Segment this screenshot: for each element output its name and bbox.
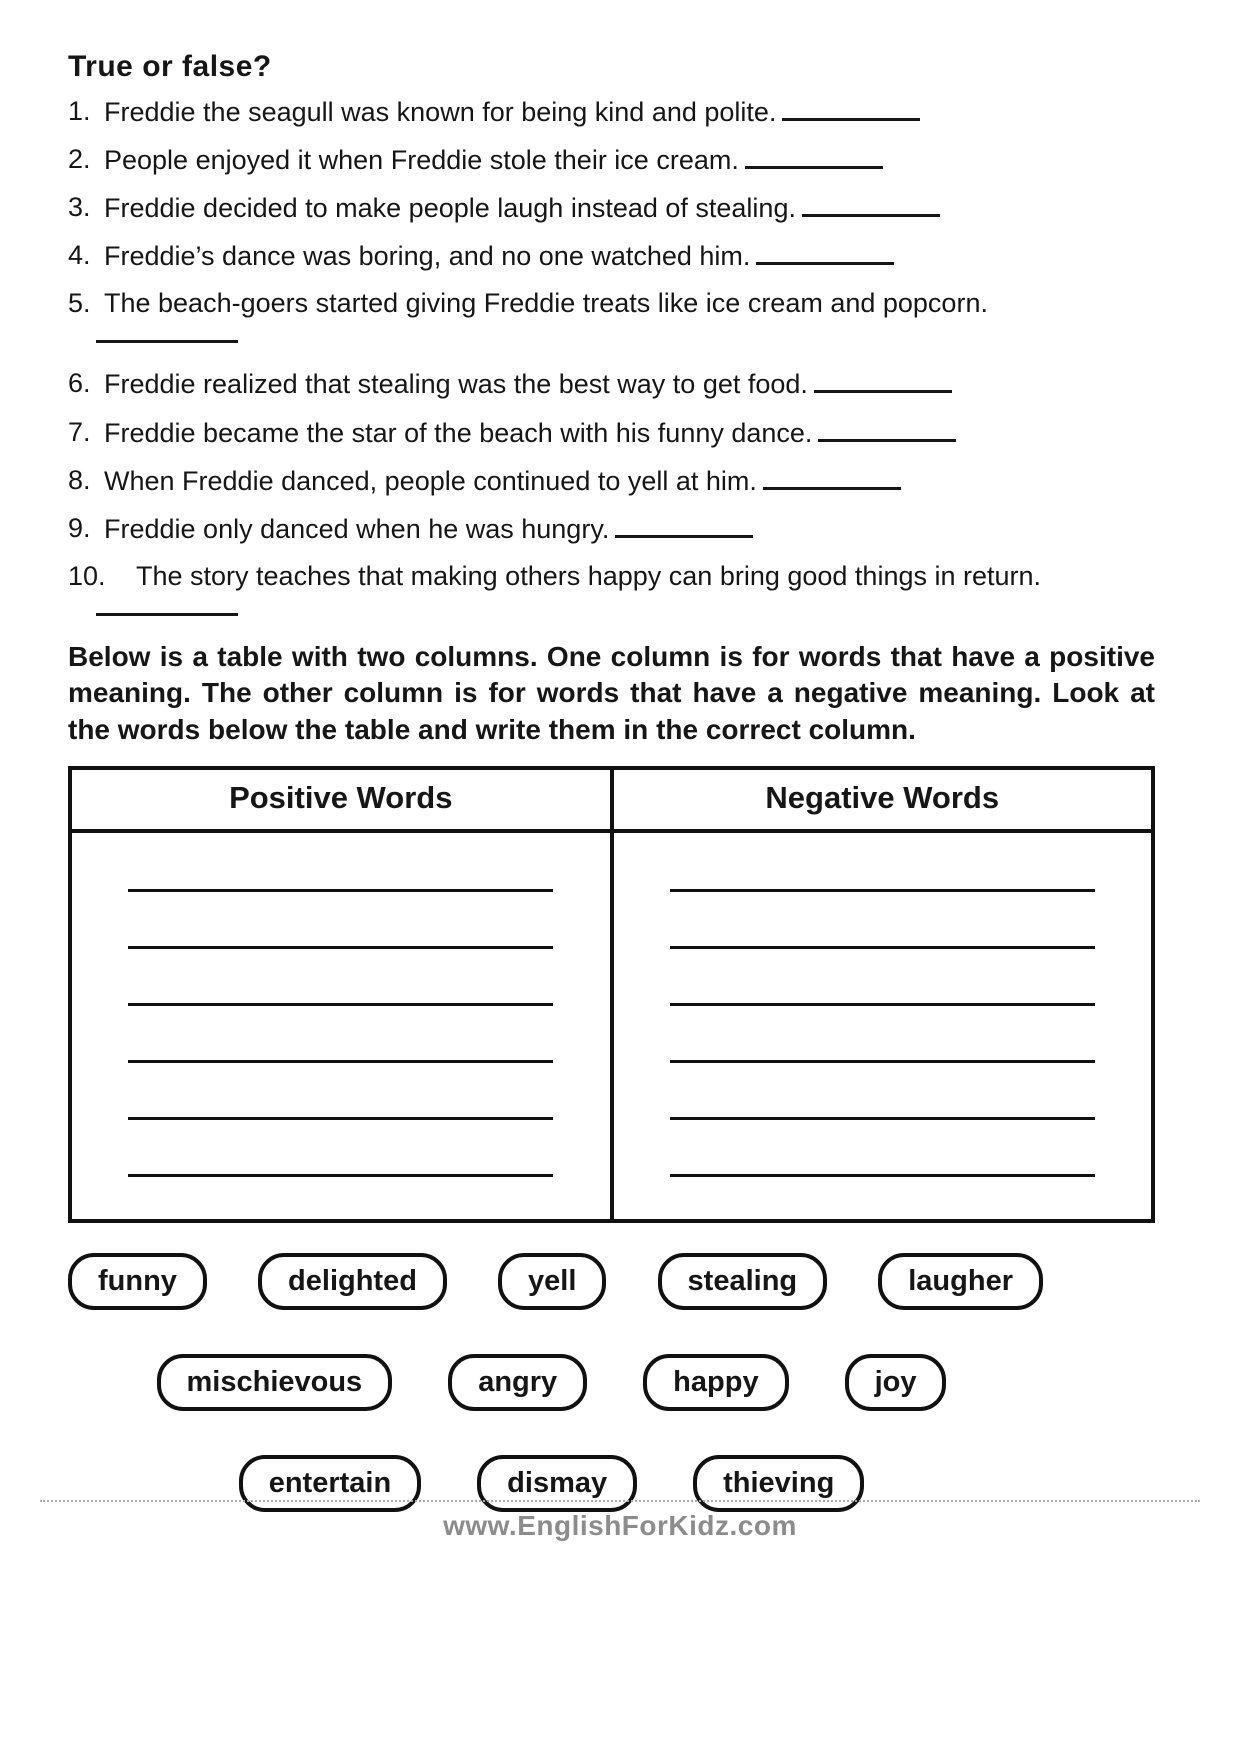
answer-blank[interactable] — [96, 600, 238, 616]
answer-blank[interactable] — [756, 238, 894, 265]
word-pill: laugher — [878, 1253, 1043, 1310]
question — [68, 511, 1155, 547]
answer-blank[interactable] — [745, 142, 883, 169]
sorting-instructions: Below is a table with two columns. One column is for words that have a positive meaning. The other column is for words that have a negative meaning. Look at the words below the table and write them in the correct column. — [68, 640, 1155, 745]
word-pill: thieving — [693, 1455, 864, 1512]
footer-url: www.EnglishForKidz.com — [443, 1510, 797, 1541]
question-text — [104, 415, 1155, 451]
write-line[interactable] — [670, 1060, 1095, 1063]
question — [68, 94, 1155, 130]
word-pill: delighted — [258, 1253, 447, 1310]
question-number: 8. — [68, 464, 91, 495]
dotted-divider — [40, 1500, 1200, 1502]
write-line[interactable] — [128, 1060, 553, 1063]
write-line[interactable] — [670, 1117, 1095, 1120]
question-text — [104, 94, 1155, 130]
write-line[interactable] — [670, 1174, 1095, 1177]
question-number: 1. — [68, 96, 91, 126]
negative-words-header: Negative Words — [765, 780, 1000, 816]
question-text-content: Freddie realized that stealing was the best way to get food. — [104, 369, 808, 400]
write-line[interactable] — [128, 946, 553, 949]
write-line[interactable] — [128, 1003, 553, 1006]
question — [68, 415, 1155, 451]
question-number: 6. — [68, 368, 91, 399]
positive-words-header: Positive Words — [72, 770, 614, 829]
question-text — [104, 511, 1155, 547]
word-pill: joy — [845, 1354, 947, 1411]
question-text-content: Freddie only danced when he was hungry. — [104, 513, 610, 544]
negative-words-column — [614, 833, 1152, 1219]
question-text-content: Freddie’s dance was boring, and no one watched him. — [104, 241, 751, 272]
answer-blank[interactable] — [814, 366, 952, 393]
question-text — [104, 142, 1155, 178]
write-line[interactable] — [670, 946, 1095, 949]
word-pill: funny — [68, 1253, 207, 1310]
word-bank-row — [68, 1354, 1035, 1411]
write-line[interactable] — [128, 1117, 553, 1120]
word-pill: mischievous — [157, 1354, 393, 1411]
write-line[interactable] — [670, 1003, 1095, 1006]
question-text-content: Freddie became the star of the beach with his funny dance. — [104, 417, 813, 448]
question-text-content: Freddie the seagull was known for being kind and polite. — [104, 97, 777, 127]
word-pill: entertain — [239, 1455, 421, 1512]
answer-blank-row — [96, 600, 1155, 621]
answer-blank-row — [96, 327, 1155, 348]
answer-blank[interactable] — [818, 415, 956, 442]
words-table — [68, 766, 1155, 1223]
question — [68, 559, 1155, 594]
write-line[interactable] — [128, 889, 553, 892]
question-text-content: Freddie decided to make people laugh instead of stealing. — [104, 193, 796, 224]
answer-blank[interactable] — [802, 190, 940, 217]
word-pill: yell — [498, 1253, 606, 1310]
write-line[interactable] — [128, 1174, 553, 1177]
question-number: 4. — [68, 240, 91, 271]
question-number: 2. — [68, 144, 91, 175]
word-pill: happy — [643, 1354, 788, 1411]
words-table-header — [72, 770, 1151, 833]
word-pill: angry — [448, 1354, 587, 1411]
question-number: 7. — [68, 416, 91, 447]
answer-blank[interactable] — [782, 94, 920, 121]
question-text — [104, 238, 1155, 274]
question — [68, 142, 1155, 178]
write-line[interactable] — [670, 889, 1095, 892]
question — [68, 366, 1155, 402]
question-text-content: When Freddie danced, people continued to yell at him. — [104, 465, 757, 496]
question — [68, 190, 1155, 226]
question — [68, 238, 1155, 274]
question-number: 3. — [68, 192, 91, 223]
question-text: The story teaches that making others happy can bring good things in return. — [136, 560, 1042, 591]
question-text — [104, 366, 1155, 402]
words-table-body — [72, 833, 1151, 1219]
positive-words-column — [72, 833, 614, 1219]
word-bank — [68, 1253, 1155, 1512]
question — [68, 463, 1155, 499]
question-text — [104, 190, 1155, 226]
answer-blank[interactable] — [96, 327, 238, 343]
question-text — [104, 463, 1155, 499]
question-number: 10. — [68, 560, 106, 591]
word-bank-row — [68, 1253, 1155, 1310]
word-pill: dismay — [477, 1455, 637, 1512]
worksheet-title: True or false? — [68, 50, 272, 83]
page-footer — [40, 1500, 1200, 1542]
question-number: 9. — [68, 512, 91, 543]
answer-blank[interactable] — [615, 511, 753, 538]
word-pill: stealing — [658, 1253, 828, 1310]
question-text-content: People enjoyed it when Freddie stole their ice cream. — [104, 145, 739, 176]
answer-blank[interactable] — [763, 463, 901, 490]
question-number: 5. — [68, 288, 91, 319]
question — [68, 286, 1155, 321]
question-text: The beach-goers started giving Freddie treats like ice cream and popcorn. — [104, 288, 988, 319]
